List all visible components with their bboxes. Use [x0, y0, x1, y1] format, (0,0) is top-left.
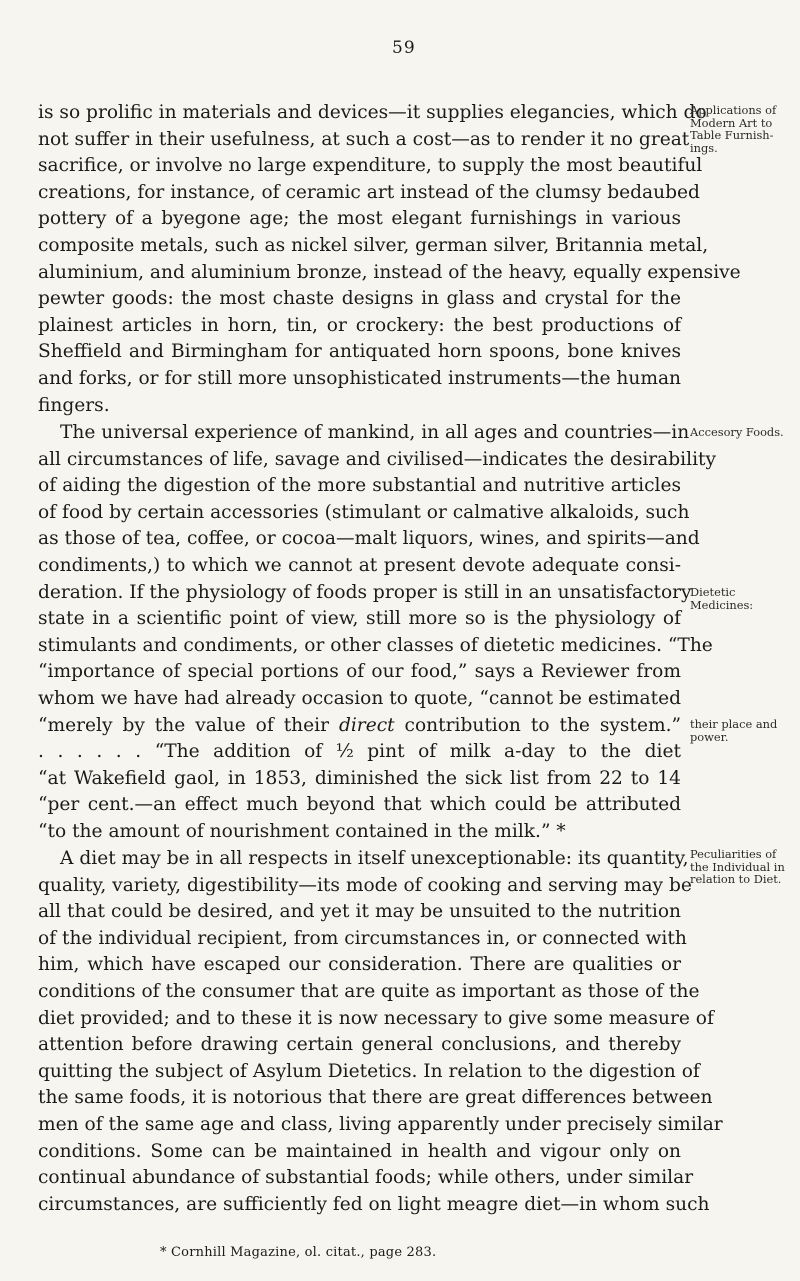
text-line: . . . . . . “The addition of ½ pint of milk a-day to the diet [38, 741, 681, 763]
margin-note-place-and-power [690, 718, 800, 743]
margin-note-line: ings. [690, 140, 718, 155]
text-line: all circumstances of life, savage and civilised—indicates the desirability [38, 448, 716, 470]
text-line: aluminium, and aluminium bronze, instead of the heavy, equally expensive [38, 261, 741, 283]
text-line: “per cent.—an effect much beyond that which could be attributed [38, 794, 681, 816]
text-line: deration. If the physiology of foods proper is still in an unsatisfactory [38, 581, 692, 603]
margin-note-line: Dietetic [690, 585, 736, 599]
text-line: of aiding the digestion of the more substantial and nutritive articles [38, 475, 681, 497]
text-line: quality, variety, digestibility—its mode of cooking and serving may be [38, 874, 692, 896]
text-line: of the individual recipient, from circumstances in, or connected with [38, 927, 687, 949]
text-line: A diet may be in all respects in itself unexceptionable: its quantity, [60, 848, 689, 869]
text-line: all that could be desired, and yet it may be unsuited to the nutrition [38, 901, 681, 923]
text-line: “at Wakefield gaol, in 1853, diminished the sick list from 22 to 14 [38, 767, 681, 789]
text-line: of food by certain accessories (stimulant or calmative alkaloids, such [38, 501, 690, 523]
page-number: 59 [392, 38, 416, 58]
text-line: continual abundance of substantial foods; while others, under similar [38, 1167, 694, 1189]
text-line: composite metals, such as nickel silver, german silver, Britannia metal, [38, 234, 709, 256]
text-line: circumstances, are sufficiently fed on light meagre diet—in whom such [38, 1193, 710, 1215]
margin-note-line: the Individual in [690, 859, 785, 874]
margin-note-line: Accesory Foods. [690, 425, 784, 439]
text-line: whom we have had already occasion to quote, “cannot be estimated [38, 687, 681, 709]
text-line: “merely by the value of their direct contribution to the system.” [38, 714, 681, 736]
text-line: conditions. Some can be maintained in health and vigour only on [38, 1140, 681, 1162]
text-line: pewter goods: the most chaste designs in glass and crystal for the [38, 288, 681, 310]
margin-note-line: Table Furnish- [690, 128, 774, 142]
text-line: The universal experience of mankind, in all ages and countries—in [60, 422, 690, 443]
margin-note-line: their place and [690, 717, 778, 731]
text-line: state in a scientific point of view, still more so is the physiology of [38, 608, 681, 630]
margin-note-dietetic-medicines [690, 586, 800, 611]
text-line: fingers. [38, 394, 110, 416]
text-line: plainest articles in horn, tin, or crockery: the best productions of [38, 314, 681, 336]
text-line: attention before drawing certain general conclusions, and thereby [38, 1034, 681, 1056]
text-line: the same foods, it is notorious that there are great differences between [38, 1087, 713, 1109]
text-line: pottery of a byegone age; the most elegant furnishings in various [38, 208, 681, 230]
footnote: * Cornhill Magazine, ol. citat., page 283. [160, 1245, 437, 1260]
text-line: as those of tea, coffee, or cocoa—malt liquors, wines, and spirits—and [38, 528, 700, 550]
margin-note-accessory-foods [690, 426, 800, 439]
margin-note-line: Medicines: [690, 597, 754, 612]
text-line: is so prolific in materials and devices—it supplies elegancies, which do [38, 102, 707, 123]
text-line: quitting the subject of Asylum Dietetics. In relation to the digestion of [38, 1060, 700, 1082]
margin-note-peculiarities [690, 848, 800, 886]
text-line: him, which have escaped our consideration. There are qualities or [38, 954, 681, 976]
text-line: creations, for instance, of ceramic art instead of the clumsy bedaubed [38, 181, 700, 203]
text-line: condiments,) to which we cannot at present devote adequate consi- [38, 554, 681, 576]
text-line: stimulants and condiments, or other classes of dietetic medicines. “The [38, 634, 713, 656]
margin-note-line: relation to Diet. [690, 872, 782, 886]
text-line: diet provided; and to these it is now necessary to give some measure of [38, 1007, 714, 1029]
paragraph-3 [38, 846, 723, 1218]
margin-note-line: power. [690, 729, 729, 744]
margin-note-applications [690, 104, 800, 154]
text-line: men of the same age and class, living apparently under precisely similar [38, 1113, 723, 1135]
text-line: “to the amount of nourishment contained in the milk.” * [38, 820, 566, 842]
margin-note-line: Applications of [690, 103, 777, 117]
text-line: not suffer in their usefulness, at such a cost—as to render it no great [38, 128, 690, 150]
text-line: sacrifice, or involve no large expenditure, to supply the most beautiful [38, 155, 703, 177]
margin-note-line: Peculiarities of [690, 847, 777, 861]
text-line: and forks, or for still more unsophisticated instruments—the human [38, 367, 682, 389]
margin-note-line: Modern Art to [690, 115, 773, 130]
text-line: Sheffield and Birmingham for antiquated horn spoons, bone knives [38, 341, 681, 363]
text-line: “importance of special portions of our food,” says a Reviewer from [38, 661, 681, 683]
text-line: conditions of the consumer that are quite as important as those of the [38, 980, 700, 1002]
